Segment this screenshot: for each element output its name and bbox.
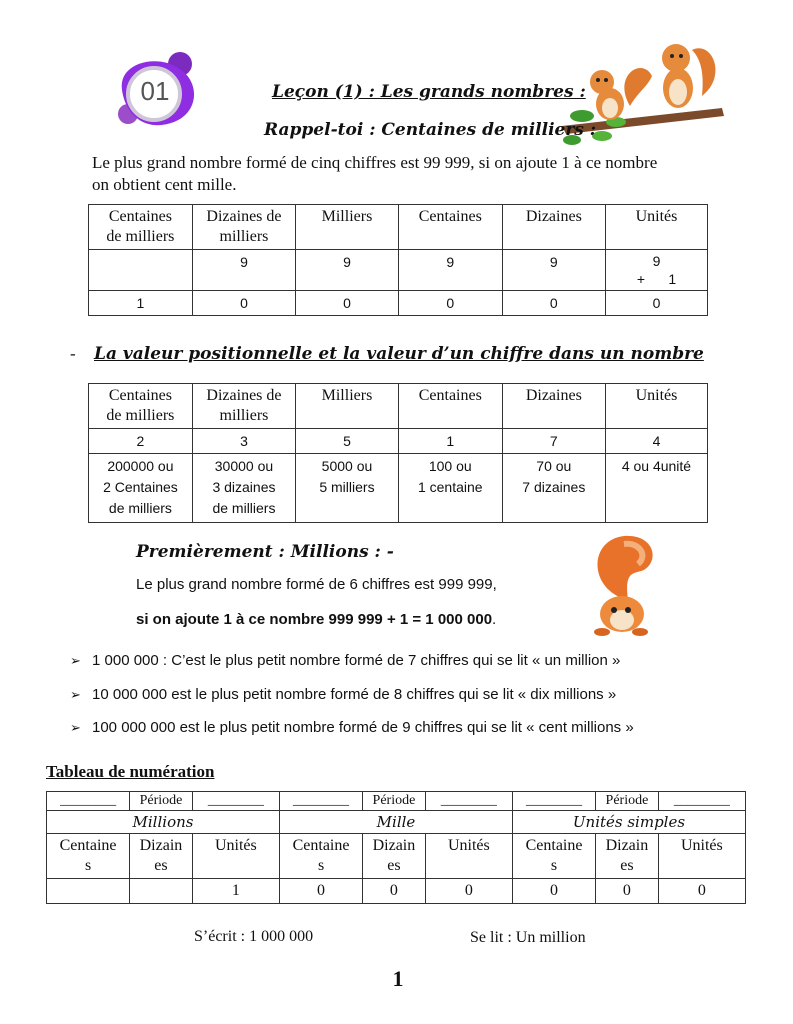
period-unites-simples: Unités simples	[512, 811, 745, 834]
table-cell: 0	[596, 879, 659, 904]
value-cell: 100 ou 1 centaine	[398, 454, 502, 523]
table-cell: 0	[512, 879, 595, 904]
column-header: Centaine s	[512, 834, 595, 879]
squirrel-icon	[588, 530, 668, 640]
header-cell: Dizaines de milliers	[192, 384, 295, 429]
intro-line-1: Le plus grand nombre formé de cinq chiffres est 99 999, si on ajoute 1 à ce nombre	[92, 153, 658, 172]
header-cell: Centaines	[398, 205, 502, 250]
digit-cell: 3	[192, 429, 295, 454]
table-cell: 9	[296, 250, 399, 291]
column-header: Unités	[658, 834, 745, 879]
bullet-item	[70, 719, 634, 736]
table-cell: 0	[398, 291, 502, 316]
digit-cell: 2	[89, 429, 193, 454]
column-header: Centaine s	[279, 834, 362, 879]
millions-line-1: Le plus grand nombre formé de 6 chiffres est 999 999,	[136, 576, 497, 593]
bullet-text: 1 000 000 : C’est le plus petit nombre formé de 7 chiffres qui se lit « un million »	[92, 652, 621, 669]
badge-number: 01	[140, 76, 170, 106]
table-row	[89, 454, 708, 523]
arrow-bullet-icon: ➢	[70, 653, 81, 668]
table-cell: 0	[192, 291, 295, 316]
millions-section-title: Premièrement : Millions : -	[136, 542, 394, 562]
table-row	[89, 250, 708, 291]
table-header-row	[89, 384, 708, 429]
table-cell: 0	[363, 879, 426, 904]
centaines-milliers-table	[88, 204, 708, 316]
table-cell: 0	[279, 879, 362, 904]
table-cell	[47, 879, 130, 904]
table-cell	[130, 879, 193, 904]
header-cell: Dizaines de milliers	[192, 205, 295, 250]
header-cell: Dizaines	[502, 384, 605, 429]
table-cell: 0	[605, 291, 707, 316]
blank-cell: ________	[192, 792, 279, 811]
value-cell: 200000 ou 2 Centaines de milliers	[89, 454, 193, 523]
table-cell	[605, 250, 707, 291]
lesson-number-badge	[108, 50, 204, 134]
plus-one: + 1	[636, 271, 677, 287]
numeration-table-title: Tableau de numération	[46, 762, 215, 781]
period-name-row	[47, 811, 746, 834]
period-label: Période	[363, 792, 426, 811]
page-number: 1	[392, 966, 404, 991]
table-cell: 1	[89, 291, 193, 316]
numeration-table	[46, 791, 746, 904]
column-header: Dizain es	[363, 834, 426, 879]
digit-cell: 5	[296, 429, 399, 454]
period-label: Période	[130, 792, 193, 811]
arrow-bullet-icon: ➢	[70, 687, 81, 702]
column-header-row	[47, 834, 746, 879]
section-dash: -	[70, 344, 76, 363]
digit-cell: 1	[398, 429, 502, 454]
intro-line-2: on obtient cent mille.	[92, 175, 237, 194]
period-label-row	[47, 792, 746, 811]
arrow-bullet-icon: ➢	[70, 720, 81, 735]
lit-label: Se lit : Un million	[470, 929, 586, 946]
value-cell: 4 ou 4unité	[605, 454, 707, 523]
blank-cell: ________	[47, 792, 130, 811]
intro-paragraph	[92, 152, 657, 196]
digit-cell: 7	[502, 429, 605, 454]
millions-line-2	[136, 611, 496, 628]
table-cell	[89, 250, 193, 291]
ecrit-label: S’écrit : 1 000 000	[194, 928, 314, 945]
bullet-item	[70, 686, 616, 703]
column-header: Dizain es	[596, 834, 659, 879]
millions-equation: si on ajoute 1 à ce nombre 999 999 + 1 = 1 000 000	[136, 611, 493, 628]
header-cell: Unités	[605, 384, 707, 429]
header-cell: Unités	[605, 205, 707, 250]
column-header: Centaine s	[47, 834, 130, 879]
section-positional-value-title: La valeur positionnelle et la valeur d’un chiffre dans un nombre	[94, 344, 704, 364]
table-cell: 0	[502, 291, 605, 316]
header-cell: Centaines de milliers	[89, 384, 193, 429]
header-cell: Centaines de milliers	[89, 205, 193, 250]
digit-cell: 4	[605, 429, 707, 454]
period-millions: Millions	[47, 811, 280, 834]
bullet-text: 100 000 000 est le plus petit nombre formé de 9 chiffres qui se lit « cent millions »	[92, 719, 634, 736]
millions-line-end: .	[492, 611, 497, 628]
positional-value-table	[88, 383, 708, 523]
header-cell: Milliers	[296, 205, 399, 250]
header-cell: Dizaines	[502, 205, 605, 250]
table-cell: 0	[296, 291, 399, 316]
lesson-title: Leçon (1) : Les grands nombres :	[272, 82, 586, 102]
column-header: Unités	[425, 834, 512, 879]
table-cell: 0	[658, 879, 745, 904]
period-mille: Mille	[279, 811, 512, 834]
header-cell: Milliers	[296, 384, 399, 429]
table-row	[47, 879, 746, 904]
table-cell: 9	[502, 250, 605, 291]
blank-cell: ________	[658, 792, 745, 811]
table-cell: 9	[398, 250, 502, 291]
units-nine: 9	[652, 253, 661, 269]
blank-cell: ________	[512, 792, 595, 811]
table-cell: 0	[425, 879, 512, 904]
blank-cell: ________	[279, 792, 362, 811]
column-header: Dizain es	[130, 834, 193, 879]
bullet-item	[70, 652, 620, 669]
table-row	[89, 429, 708, 454]
lesson-subtitle: Rappel-toi : Centaines de milliers :	[264, 120, 597, 140]
table-header-row	[89, 205, 708, 250]
squirrel-illustration	[588, 530, 668, 640]
bullet-text: 10 000 000 est le plus petit nombre formé de 8 chiffres qui se lit « dix millions »	[92, 686, 617, 703]
value-cell: 5000 ou 5 milliers	[296, 454, 399, 523]
table-row	[89, 291, 708, 316]
blank-cell: ________	[425, 792, 512, 811]
value-cell: 70 ou 7 dizaines	[502, 454, 605, 523]
table-cell: 1	[192, 879, 279, 904]
value-cell: 30000 ou 3 dizaines de milliers	[192, 454, 295, 523]
table-cell: 9	[192, 250, 295, 291]
period-label: Période	[596, 792, 659, 811]
header-cell: Centaines	[398, 384, 502, 429]
column-header: Unités	[192, 834, 279, 879]
